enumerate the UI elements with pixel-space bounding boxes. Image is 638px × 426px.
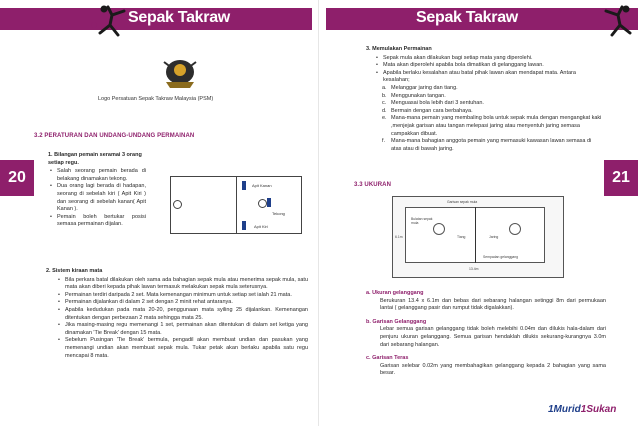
label-apit-kiri: Apit Kiri — [254, 224, 268, 229]
player-kick-icon — [88, 3, 128, 37]
list-item — [382, 138, 602, 153]
measure-heading: b. Garisan Gelanggang — [366, 318, 427, 325]
list-item: • Mata akan diperolehi apabila bola dimatikan di gelanggang lawan. — [374, 62, 602, 70]
list-item: • Jika masing-masing regu memenangi 1 set, permainan akan ditentukan di dalam set ketiga yang dinamakan 'Tie Break' dengan 15 mata. — [56, 322, 308, 337]
item3-heading: 3. Memulakan Permainan — [366, 46, 432, 52]
list-item: • Salah seorang pemain berada di belakang dinamakan tekong. — [48, 168, 146, 183]
list-item: • Permainan terdiri daripada 2 set. Mata kemenangan minimum untuk setiap set ialah 21 mata. — [56, 292, 308, 300]
brand-part2: 1Sukan — [580, 404, 617, 415]
fault-list — [366, 85, 602, 153]
fault-letter: c. — [382, 100, 387, 107]
left-header-title: Sepak Takraw — [128, 9, 230, 26]
list-item — [382, 85, 602, 93]
item1-block — [48, 152, 146, 229]
item1-heading: 1. Bilangan pemain seramai 3 orang setiap regu. — [48, 152, 142, 166]
court-net-line — [236, 176, 237, 234]
measures-block — [366, 290, 606, 378]
measure-heading: c. Garisan Teras — [366, 355, 409, 362]
diagram-circle-left — [433, 223, 445, 235]
fault-letter: e. — [382, 115, 387, 122]
brand-logo — [548, 404, 616, 415]
right-header-title: Sepak Takraw — [416, 9, 518, 26]
list-item: • Sepak mula akan dilakukan bagi setiap mata yang diperolehi. — [374, 55, 602, 63]
list-item: • Dua orang lagi berada di hadapan, seorang di sebelah kiri ( Apit Kiri ) dan seorang di sebelah kanan( Apit Kanan ). — [48, 183, 146, 213]
court-circle-right — [258, 199, 267, 208]
fault-letter: d. — [382, 107, 387, 114]
item1-bullets — [48, 168, 146, 229]
left-page-number: 20 — [0, 160, 34, 196]
measure-text: Berukuran 13.4 x 6.1m dan bebas dari sebarang halangan setinggi 8m dari permukaan lantai ( gelanggang pasir dan rumput tidak digalakkan). — [380, 297, 606, 312]
list-item: • Sebelum Pusingan 'Tie Break' bermula, pengadil akan membuat undian dan pasukan yang memenangi undian akan membuat sepak mula. Tukar petak akan berlaku apabila satu regu mencapai 8 mata. — [56, 337, 308, 360]
diagram-label-width: 13.4m — [469, 267, 479, 271]
list-item — [382, 115, 602, 138]
fault-text: Menggunakan tangan. — [391, 92, 446, 99]
fault-text: Bermain dengan cara berbahaya. — [391, 107, 473, 114]
fault-text: Mana-mana pemain yang membaling bola untuk sepak mula dengan mengangkat kaki ,menjejak garisan atau tangan melepasi jaring atau menyentuh jaring semasa campakkan dibuat. — [391, 115, 602, 137]
list-item — [382, 108, 602, 116]
item2-bullets — [46, 277, 308, 361]
diagram-circle-right — [509, 223, 521, 235]
player-tekong-icon — [267, 198, 271, 207]
player-apit-kanan-icon — [242, 181, 246, 190]
fault-text: Melanggar jaring dan tiang. — [391, 84, 458, 91]
list-item — [382, 93, 602, 101]
diagram-label-center: Tiang — [457, 235, 466, 239]
list-item — [382, 100, 602, 108]
fault-letter: f. — [382, 138, 386, 145]
player-apit-kiri-icon — [242, 221, 246, 230]
diagram-net — [475, 207, 476, 263]
label-apit-kanan: Apit Kanan — [252, 183, 272, 188]
diagram-label-circle: Bulatan sepak mula — [411, 217, 433, 225]
court-circle-left — [173, 200, 182, 209]
measure-c — [366, 355, 606, 378]
crest-caption: Logo Persatuan Sepak Takraw Malaysia (PSM) — [98, 96, 214, 102]
item2-heading: 2. Sistem kiraan mata — [46, 268, 103, 274]
court-measurement-diagram — [392, 196, 564, 278]
label-tekong: Tekong — [272, 211, 285, 216]
right-page-number: 21 — [604, 160, 638, 196]
item2-block — [46, 268, 308, 360]
diagram-label-top: Garisan sepak mula — [447, 200, 478, 204]
list-item: • Permainan dijalankan di dalam 2 set dengan 2 minit rehat antaranya. — [56, 299, 308, 307]
section-title-3-2: 3.2 PERATURAN DAN UNDANG-UNDANG PERMAINAN — [34, 133, 195, 139]
diagram-label-height: 6.1m — [395, 235, 403, 239]
item3-bullets — [366, 55, 602, 85]
list-item: • Apabila kedudukan pada mata 20-20, penggunaan mata syiling 25 dijalankan. Kemenangan ditentukan dengan perbezaan 2 mata sehingga mata 25. — [56, 307, 308, 322]
measure-text: Garisan selebar 0.02m yang membahagikan gelanggang kepada 2 bahagian yang sama besar. — [380, 362, 606, 377]
fault-letter: a. — [382, 84, 387, 91]
measure-text: Lebar semua garisan gelanggang tidak boleh melebihi 0.04m dan dilukis hala-dalam dari penjuru ukuran gelanggang. Semua garisan hendaklah dilukis sekurang-kurangnya 3.0m dari sebarang halangan. — [380, 326, 606, 348]
item3-block — [366, 46, 602, 153]
measure-heading: a. Ukuran gelanggang — [366, 290, 424, 296]
section-title-3-3: 3.3 UKURAN — [354, 182, 392, 188]
list-item: • Pemain boleh bertukar posisi semasa permainan dijalan. — [48, 214, 146, 229]
fault-letter: b. — [382, 92, 387, 99]
diagram-label-bottom: Sempadan gelanggang — [483, 255, 519, 259]
measure-a — [366, 290, 606, 313]
diagram-label-right: Jaring — [489, 235, 499, 239]
fault-text: Mana-mana bahagian anggota pemain yang memasuki kawasan lawan semasa di atas atau di bawah jaring. — [391, 138, 592, 152]
measure-b — [366, 319, 606, 349]
page-gutter — [318, 0, 319, 426]
player-kick-icon — [602, 3, 638, 37]
brand-part1: 1Murid — [548, 404, 581, 415]
list-item: • Apabila berlaku kesalahan atau batal pihak lawan akan mendapat mata. Antara kesalahan; — [374, 70, 602, 85]
psm-crest-icon — [160, 54, 200, 90]
list-item: • Bila perkara batal dilakukan oleh sama ada bahagian sepak mula atau menerima sepak mula, satu mata akan diberi kepada pihak lawan termasuk melakukan sepak mula seterusnya. — [56, 277, 308, 292]
fault-text: Menguasai bola lebih dari 3 sentuhan. — [391, 100, 484, 107]
